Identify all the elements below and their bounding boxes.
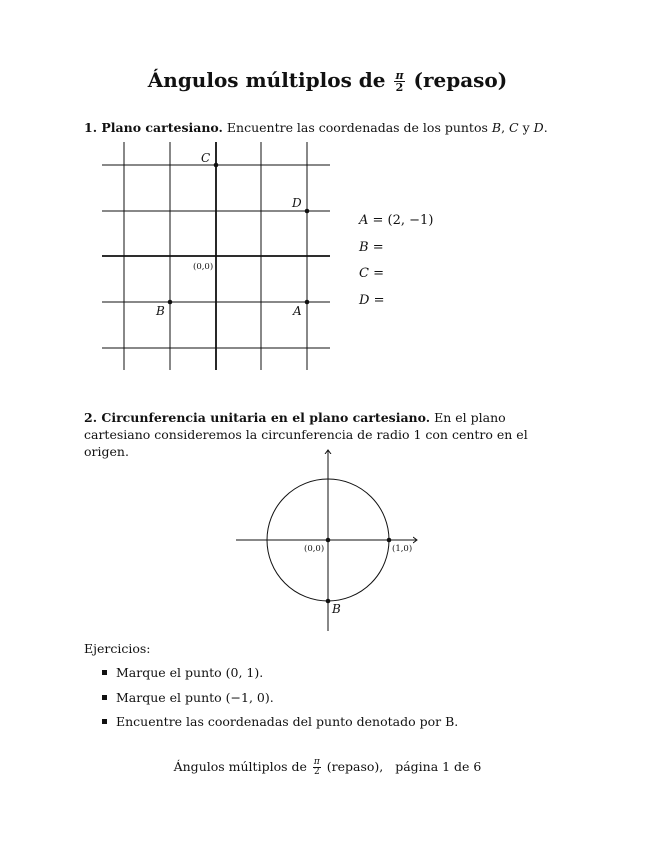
circle-point-b-label: B (332, 602, 341, 616)
title-suffix: (repaso) (413, 68, 508, 92)
unit-point-dot (387, 538, 392, 543)
answer-b-eq: = (372, 240, 384, 255)
page-footer (0, 758, 655, 777)
title-frac-num: π (395, 69, 404, 82)
grid-label-b: B (156, 304, 165, 318)
bullet-square-icon (102, 695, 107, 700)
section-1-heading: 1. Plano cartesiano. (84, 120, 223, 135)
footer-frac-num: π (313, 757, 320, 767)
circle-origin-label: (0,0) (304, 544, 325, 554)
answer-d-var: D (359, 293, 370, 308)
section-2-heading: 2. Circunferencia unitaria en el plano cartesiano. (84, 410, 431, 425)
point-name-d: D (533, 120, 544, 135)
bullet-square-icon (102, 670, 107, 675)
answer-a-eq: = (2, −1) (372, 213, 434, 228)
exercise-list (102, 664, 458, 738)
sentence-end: . (543, 120, 548, 135)
point-name-c: C (509, 120, 519, 135)
point-b-circle-dot (326, 599, 331, 604)
section-2-text: En el plano cartesiano consideremos la circunferencia de radio 1 con centro en el origen. (84, 410, 528, 459)
grid-label-a: A (293, 304, 302, 318)
title-prefix: Ángulos múltiplos de (147, 68, 386, 92)
exercise-item (102, 664, 458, 689)
answer-b-var: B (359, 240, 369, 255)
separator-comma: , (501, 120, 506, 135)
answer-a-var: A (359, 213, 369, 228)
grid-origin-label: (0,0) (193, 262, 214, 272)
footer-prefix: Ángulos múltiplos de (173, 759, 307, 774)
grid-label-d: D (292, 196, 302, 210)
page-number: página 1 de 6 (395, 759, 482, 774)
title-frac-den: 2 (395, 81, 404, 94)
section-1-text: Encuentre las coordenadas de los puntos (226, 120, 488, 135)
exercises-label: Ejercicios: (84, 641, 151, 656)
exercise-text: Marque el punto (−1, 0). (116, 689, 274, 705)
exercise-item (102, 713, 458, 738)
exercise-text: Encuentre las coordenadas del punto denotado por B. (116, 714, 459, 729)
grid-label-c: C (201, 151, 211, 165)
bullet-square-icon (102, 719, 107, 724)
exercise-text: Marque el punto (0, 1). (116, 665, 264, 680)
point-name-b: B (491, 120, 502, 135)
footer-suffix: (repaso), (326, 759, 384, 774)
circle-unit-label: (1,0) (392, 544, 413, 554)
footer-fraction (313, 758, 321, 777)
separator-and: y (522, 120, 530, 135)
answer-d-eq: = (373, 293, 385, 308)
exercise-item (102, 689, 458, 714)
origin-dot (326, 538, 331, 543)
answer-c-var: C (359, 266, 369, 281)
footer-frac-den: 2 (313, 767, 320, 777)
answer-c-eq: = (373, 266, 384, 281)
